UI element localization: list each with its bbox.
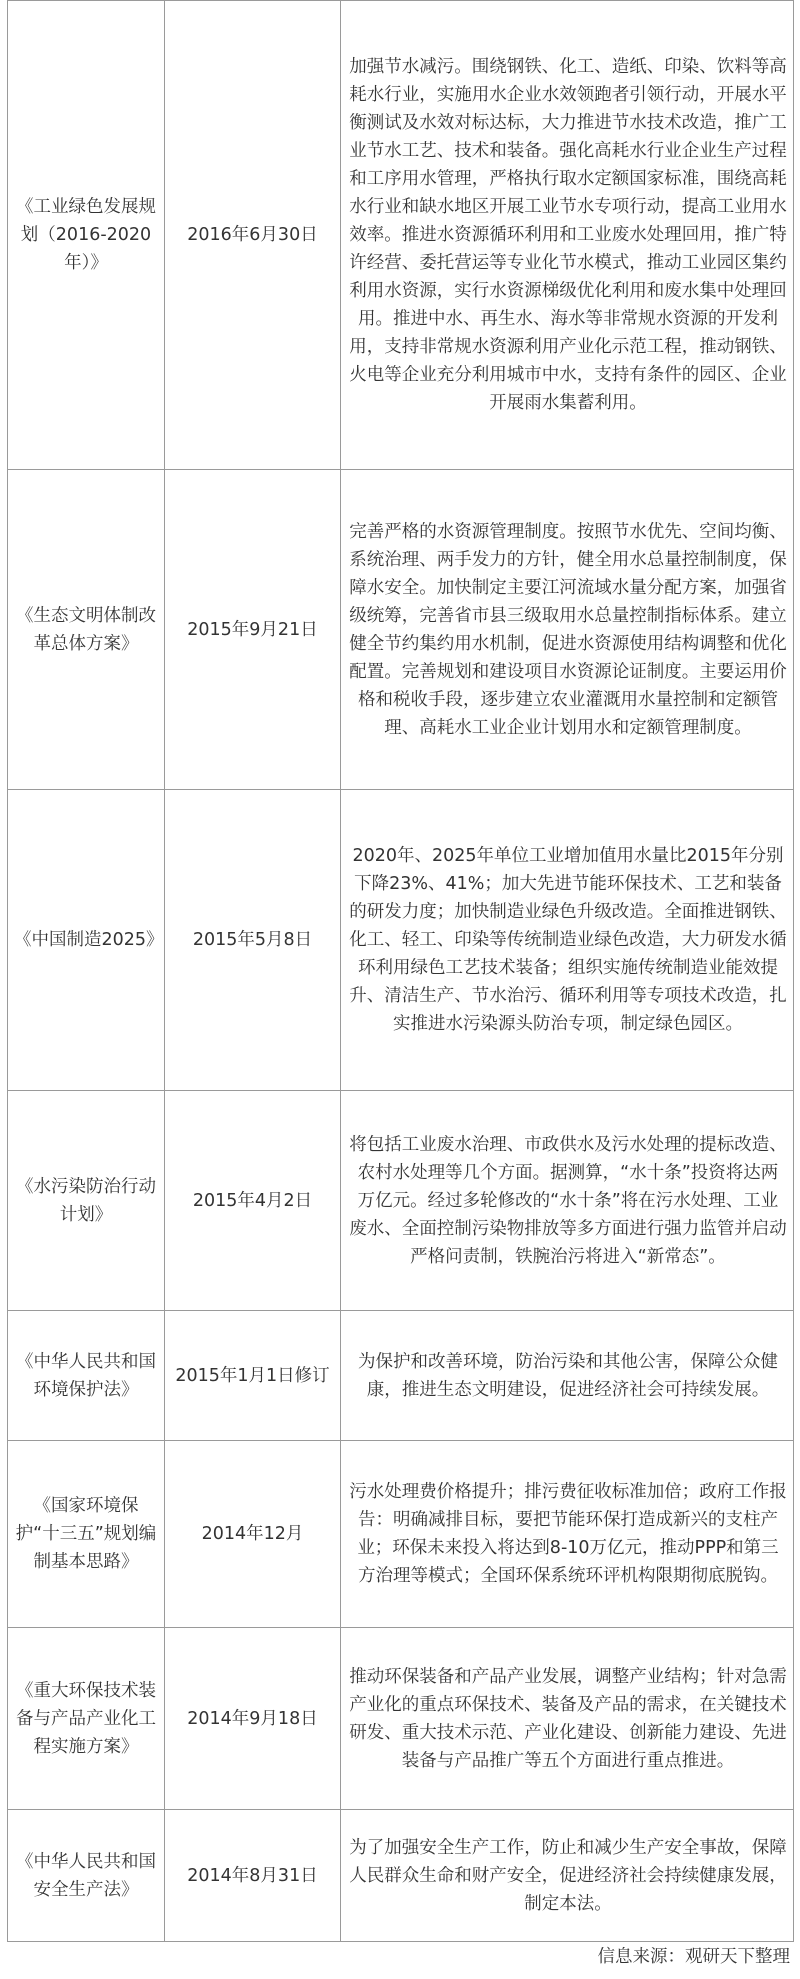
issue-date: 2014年9月18日 [165, 1628, 341, 1810]
table-row [8, 1810, 794, 1942]
policy-description: 推动环保装备和产品产业发展，调整产业结构；针对急需产业化的重点环保技术、装备及产品的需求，在关键技术研发、重大技术示范、产业化建设、创新能力建设、先进装备与产品推广等五个方面进行重点推进。 [341, 1628, 794, 1810]
issue-date: 2015年4月2日 [165, 1091, 341, 1311]
policy-table [7, 0, 794, 1942]
table-row [8, 1441, 794, 1628]
policy-name: 《中华人民共和国安全生产法》 [8, 1810, 165, 1942]
policy-name: 《国家环境保护“十三五”规划编制基本思路》 [8, 1441, 165, 1628]
policy-description: 为了加强安全生产工作，防止和减少生产安全事故，保障人民群众生命和财产安全，促进经济社会持续健康发展，制定本法。 [341, 1810, 794, 1942]
table-row [8, 1091, 794, 1311]
issue-date: 2015年9月21日 [165, 470, 341, 790]
issue-date: 2014年12月 [165, 1441, 341, 1628]
table-row [8, 470, 794, 790]
table-row [8, 1311, 794, 1441]
policy-description: 2020年、2025年单位工业增加值用水量比2015年分别下降23%、41%；加大先进节能环保技术、工艺和装备的研发力度；加快制造业绿色升级改造。全面推进钢铁、化工、轻工、印染等传统制造业绿色改造，大力研发水循环利用绿色工艺技术装备；组织实施传统制造业能效提升、清洁生产、节水治污、循环利用等专项技术改造，扎实推进水污染源头防治专项，制定绿色园区。 [341, 790, 794, 1091]
issue-date: 2015年1月1日修订 [165, 1311, 341, 1441]
policy-name: 《工业绿色发展规划（2016-2020年）》 [8, 1, 165, 470]
table-row [8, 1, 794, 470]
policy-description: 将包括工业废水治理、市政供水及污水处理的提标改造、农村水处理等几个方面。据测算，“水十条”投资将达两万亿元。经过多轮修改的“水十条”将在污水处理、工业废水、全面控制污染物排放等多方面进行强力监管并启动严格问责制，铁腕治污将进入“新常态”。 [341, 1091, 794, 1311]
policy-name: 《重大环保技术装备与产品产业化工程实施方案》 [8, 1628, 165, 1810]
table-row [8, 790, 794, 1091]
policy-name: 《中国制造2025》 [8, 790, 165, 1091]
policy-description: 污水处理费价格提升；排污费征收标准加倍；政府工作报告：明确减排目标，要把节能环保打造成新兴的支柱产业；环保未来投入将达到8-10万亿元，推动PPP和第三方治理等模式；全国环保系统环评机构限期彻底脱钩。 [341, 1441, 794, 1628]
policy-name: 《水污染防治行动计划》 [8, 1091, 165, 1311]
source-note: 信息来源：观研天下整理 [597, 1947, 790, 1967]
policy-name: 《中华人民共和国环境保护法》 [8, 1311, 165, 1441]
issue-date: 2016年6月30日 [165, 1, 341, 470]
issue-date: 2015年5月8日 [165, 790, 341, 1091]
policy-description: 为保护和改善环境，防治污染和其他公害，保障公众健康，推进生态文明建设，促进经济社会可持续发展。 [341, 1311, 794, 1441]
policy-description: 完善严格的水资源管理制度。按照节水优先、空间均衡、系统治理、两手发力的方针，健全用水总量控制制度，保障水安全。加快制定主要江河流域水量分配方案，加强省级统筹，完善省市县三级取用水总量控制指标体系。建立健全节约集约用水机制，促进水资源使用结构调整和优化配置。完善规划和建设项目水资源论证制度。主要运用价格和税收手段，逐步建立农业灌溉用水量控制和定额管理、高耗水工业企业计划用水和定额管理制度。 [341, 470, 794, 790]
policy-name: 《生态文明体制改革总体方案》 [8, 470, 165, 790]
issue-date: 2014年8月31日 [165, 1810, 341, 1942]
table-row [8, 1628, 794, 1810]
policy-description: 加强节水减污。围绕钢铁、化工、造纸、印染、饮料等高耗水行业，实施用水企业水效领跑者引领行动，开展水平衡测试及水效对标达标，大力推进节水技术改造，推广工业节水工艺、技术和装备。强化高耗水行业企业生产过程和工序用水管理，严格执行取水定额国家标准，围绕高耗水行业和缺水地区开展工业节水专项行动，提高工业用水效率。推进水资源循环利用和工业废水处理回用，推广特许经营、委托营运等专业化节水模式，推动工业园区集约利用水资源，实行水资源梯级优化利用和废水集中处理回用。推进中水、再生水、海水等非常规水资源的开发利用，支持非常规水资源利用产业化示范工程，推动钢铁、火电等企业充分利用城市中水，支持有条件的园区、企业开展雨水集蓄利用。 [341, 1, 794, 470]
